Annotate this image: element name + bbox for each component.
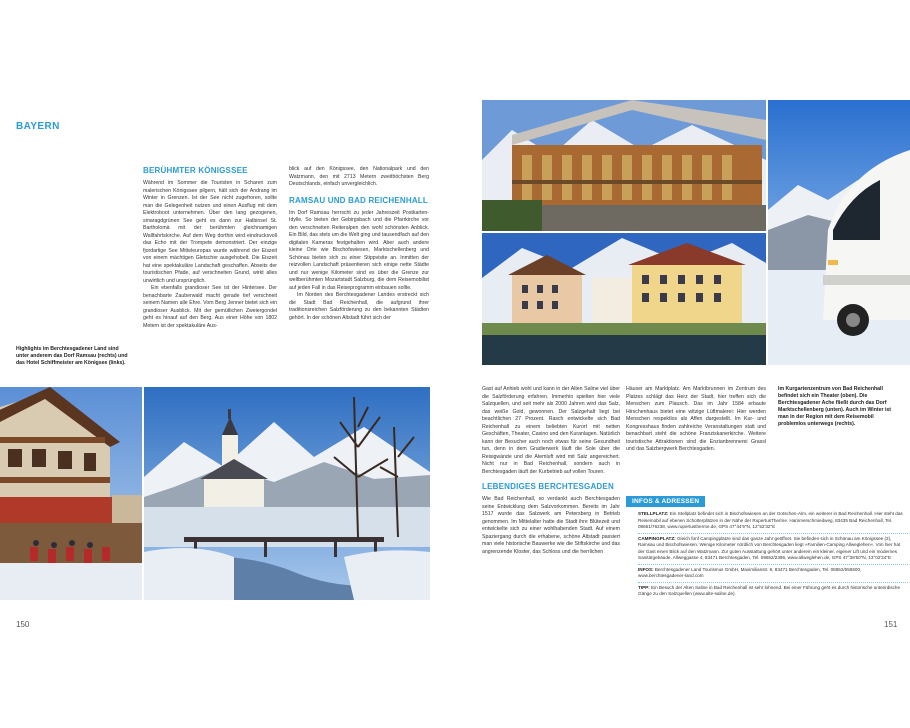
text-marktplatz: Häuser am Marktplatz. Am Marktbrunnen im Zentrum des Platzes schlägt das Herz der Stadt, hier treffen sich die Menschen zum Plausch. Das im Jahr 1584 erbaute Hirschenhaus bietet eine witzige Lüftmalerei: Hier werden Menschen respektlos als Affen dargestellt. Im Kur- und Kongresshaus finden zahlreiche Veranstaltungen statt und benachbart steht die schöne Franziskanerkirche. Weitere touristische Attraktionen sind die Enzianbrennerei Grassl und das Salzbergwerk Berchtesgaden. <box>626 386 766 452</box>
text-koenigssee: Während im Sommer die Touristen in Scharen zum malerischen Königssee pilgern, hält sich der Andrang im Winter in Grenzen. Ist der See nicht zugefroren, sollte man die Gelegenheit nutzen und einen Ausflug mit dem Elektroboot unternehmen. Über den lang gezogenen, smaragdgrünen See geht es dann zur Halbinsel St. Bartholomä mit der berühmten gleichnamigen Wallfahrtskirche. Auf dem Weg dorthin wird eindrucksvoll das Echo mit der Trompete demonstriert. Der einzige fjordartige See Mitteleuropas wurde während der Eiszeit von einem mächtigen Gletscher ausgehobelt. Die Eiszeit hat eine spektakuläre Landschaft geschaffen. Abseits der touristischen Pfade, auf verschneiten Grund, wirkt alles unwirtlich und ursprünglich. <box>143 180 277 284</box>
photo-hotel-schiffmeister <box>0 387 142 600</box>
info-box <box>626 490 910 598</box>
left-column-1 <box>143 166 277 330</box>
section-label: BAYERN <box>16 121 60 132</box>
left-column-2 <box>289 166 429 322</box>
text-alte-saline: Gast auf Anhieb wohl und kann in der Alten Saline viel über die Salzförderung erfahren. Immerhin spielten hier viele Salzquellen, und seit mehr als 2000 Jahren wird das Salz, das weiße Gold, gewonnen. Der Salzgehalt liegt bei beachtlichen 27 Prozent. Rasch entwickelte sich Bad Reichenhall zu einem beliebten Kurort mit netten Geschäften, Theater, Casino und den Kuranlagen. Natürlich kann der Besucher auch noch etwas für seine Gesundheit tun, denn in dem Gradierwerk läuft die Sole über die Reisigwände und die Atemluft wird mit Salz angereichert. Nicht nur in Bad Reichenhall, sondern auch in Berchtesgaden läuft der Kurbetrieb auf vollen Touren. <box>482 386 620 475</box>
marktschellenberg-illustration <box>482 233 766 365</box>
photo-marktschellenberg <box>482 233 766 365</box>
info-tipp: TIPP: Ein Besuch der Alten Saline in Bad Reichenhall ist sehr lohnend. Bei einer Führung geht es durch historische unterirdische Gänge zu den Salzquellen (www.alte-saline.de). <box>638 584 901 596</box>
theater-illustration <box>482 100 766 231</box>
text-bad-reichenhall: Im Norden des Berchtesgadener Landes erstreckt sich die Stadt Bad Reichenhall, die aufgrund ihrer traditionsreichen Salzförderung zu den bekannten Städten gehört. In der schönen Altstadt führt sich der <box>289 292 429 321</box>
motorhome-illustration <box>768 100 910 365</box>
hotel-illustration <box>0 387 142 600</box>
heading-koenigssee: BERÜHMTER KÖNIGSSEE <box>143 166 248 175</box>
text-berchtesgaden: Wie Bad Reichenhall, so verdankt auch Berchtesgaden seine Entwicklung dem Salzvorkommen. Bereits im Jahr 1517 wurde das Salzwerk am Petersberg in Betrieb genommen. Im Mittelalter hatte die Stadt ihre Blütezeit und entwickelte sich zu einer wohlhabenden Stadt. Auf einem Spaziergang durch die erhabene, schöne Altstadt passiert man viele historische Bauwerke wie die Stiftskirche und das angrenzende Kloster, das Schloss und die herrlichen <box>482 496 620 555</box>
info-box-title: INFOS & ADRESSEN <box>626 496 705 507</box>
info-stellplatz: STELLPLATZ: Ein Stellplatz befindet sich in Bischofswiesen an der Gotschen-Alm, ein weiterer in Bad Reichenhall. Hier steht das Reisemobil auf ebenen Schotterplätzen in der Nähe der RupertusTherme. Hammerschmiedweg, 83435 Bad Reichenhall, Tel. 08651/76238, www.rupertustherme.de, GPS 47°44'5"N, 12°52'32"E <box>638 511 903 529</box>
heading-ramsau: RAMSAU UND BAD REICHENHALL <box>289 195 428 205</box>
ramsau-illustration <box>144 387 430 600</box>
page-number-right: 151 <box>884 620 898 629</box>
photo-ramsau-church <box>144 387 430 600</box>
photo-reisemobil-winter <box>768 100 910 365</box>
info-infos: INFOS: Berchtesgadener Land Tourismus GmbH, Maximilianstr. 9, 83471 Berchtesgaden, Tel. 08652/656500, www.berchtesgadener-land.com <box>638 566 862 578</box>
heading-berchtesgaden: LEBENDIGES BERCHTESGADEN <box>482 482 614 491</box>
text-watzmann: blick auf den Königssee, den Nationalpark und den Watzmann, den mit 2713 Metern zweithöchsten Berg Deutschlands, einfach unvergleichlich. <box>289 166 429 187</box>
right-column-2 <box>626 386 766 454</box>
text-ramsau: Im Dorf Ramsau herrscht zu jeder Jahreszeit Postkarten-Idylle. So bieten der Gebirgsbach und die Pfarrkirche vor den verschneiten Reiteralpen den wohl schönsten Anblick. Ein Bild, das stets um die Welt ging und tausendfach auf den digitalen Kameras festgehalten wird. Aber auch andere kleine Orte wie Bischofswiesen, Marktschellenberg und Schönau bieten sich zu einer Stippvisite an. Inmitten der reizvollen Landschaft präsentieren sich einige nette Städte und nur wenige Kilometer sind es über die Grenze zur weltberühmten Mozartstadt Salzburg, die dem Reisemobilist auf jeden Fall in das Reiseprogramm einbauen sollte. <box>289 209 429 291</box>
right-photo-caption: Im Kurgartenzentrum von Bad Reichenhall befindet sich ein Theater (oben). Die Berchtesgadener Ache fließt durch das Dorf Marktschellenberg (unten). Auch im Winter ist man in der Region mit dem Reisemobil problemlos unterwegs (rechts). <box>778 386 892 427</box>
page-number-left: 150 <box>16 620 30 629</box>
info-campingplatz: CAMPINGPLATZ: Gleich fünf Campingplätze sind das ganze Jahr geöffnet. Sie befinden sich in Schönau am Königssee (2), Ramsau und Bischofswiesen. Wenige Kilometer nördlich von Berchtesgaden liegt »Familien-Camping Allweglehen«. Von hier hat der Gast einen Blick auf den Watzmann. Zur guten Ausstattung gehört unter anderem ein kleiner, eigener Lift und ein modernes Sanitärgebäude. Allweggasse 4, 83471 Berchtesgaden, Tel. 08652/2396, www.allweglehen.de, GPS 47°38'50"N, 13°02'24"E <box>638 535 901 560</box>
left-photo-caption: Highlights im Berchtesgadener Land sind unter anderem das Dorf Ramsau (rechts) und das Hotel Schiffmeister am Königsee (links). <box>16 346 128 366</box>
right-column-1 <box>482 386 620 556</box>
text-hintersee: Ein ebenfalls grandioser See ist der Hintersee. Der benachbarte Zauberwald macht gerade tief verschneit seinem Namen alle Ehre. Vom Berg Jenner bietet sich ein grandioser Ausblick. Mit der gemütlichen Zweiergondel geht es hinauf auf den Berg. Aus einer Höhe von 1802 Metern ist der spektakuläre Aus- <box>143 285 277 329</box>
photo-kurgarten-theater <box>482 100 766 231</box>
